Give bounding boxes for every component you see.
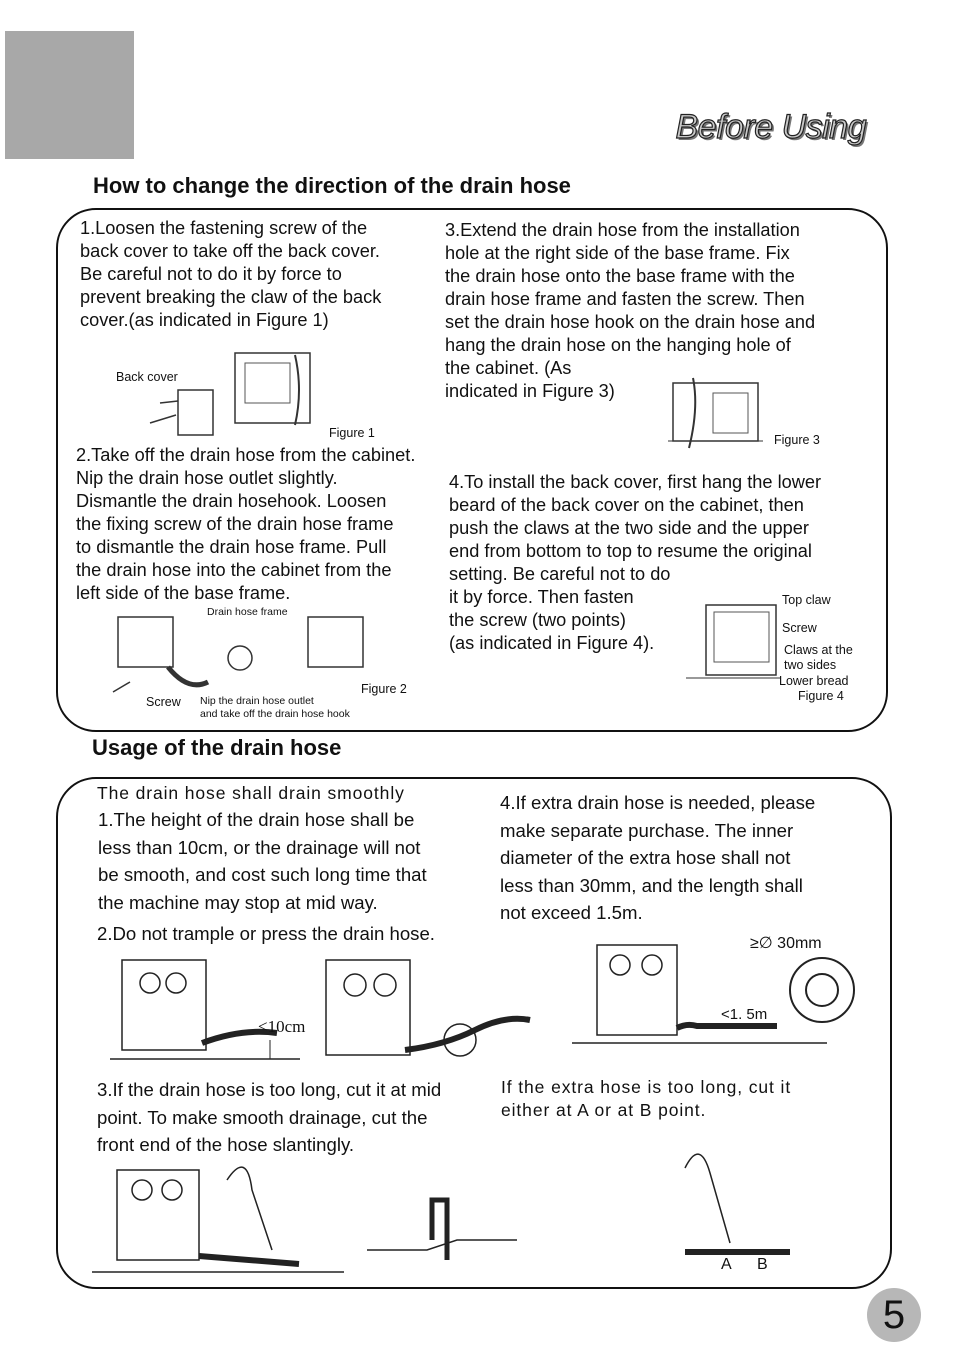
usage-item2: 2.Do not trample or press the drain hose. bbox=[97, 923, 435, 944]
page-number: 5 bbox=[867, 1288, 921, 1342]
fig3-caption: Figure 3 bbox=[774, 433, 820, 447]
cut-extra-hose-illustration bbox=[675, 1148, 795, 1263]
label-A: A bbox=[721, 1256, 732, 1273]
extra-hose-illustration bbox=[572, 940, 872, 1050]
step1-text: 1.Loosen the fastening screw of the back cover to take off the back cover. Be careful not to do it by force to prevent breaking the claw of the back cover.(as indicated in Figure 1) bbox=[80, 218, 382, 330]
height-and-trample-illustration bbox=[110, 955, 530, 1070]
cut-hose-illustration bbox=[92, 1150, 532, 1275]
step4-text: 4.To install the back cover, first hang the lower beard of the back cover on the cabinet, then push the claws at the two side and the upper end from bottom to top to resume the original setting. Be careful not to do it by force. Then fasten the screw (two points) (as indicated in Figure 4). bbox=[449, 472, 822, 653]
usage-extra-cut: If the extra hose is too long, cut it either at A or at B point. bbox=[501, 1077, 792, 1120]
fig1-back-cover-label: Back cover bbox=[116, 370, 178, 384]
figure3-illustration bbox=[668, 378, 768, 453]
fig4-top-claw-label: Top claw bbox=[782, 593, 831, 607]
fig1-caption: Figure 1 bbox=[329, 426, 375, 440]
usage-item4: 4.If extra drain hose is needed, please make separate purchase. The inner diameter of the extra hose shall not less than 30mm, and the length shall not exceed 1.5m. bbox=[500, 792, 816, 923]
figure2-illustration bbox=[108, 612, 378, 702]
fig4-screw-label: Screw bbox=[782, 621, 817, 635]
figure4-illustration bbox=[686, 600, 786, 690]
fig2-drain-hose-frame-label: Drain hose frame bbox=[207, 606, 288, 618]
section1-heading: How to change the direction of the drain hose bbox=[93, 173, 571, 198]
usage-intro: The drain hose shall drain smoothly bbox=[97, 783, 405, 803]
fig4-caption: Figure 4 bbox=[798, 689, 844, 703]
usage-item1: 1.The height of the drain hose shall be less than 10cm, or the drainage will not be smooth, and cost such long time that the machine may stop at mid way. bbox=[98, 809, 427, 913]
label-1-5m: <1. 5m bbox=[721, 1006, 768, 1023]
fig4-claws-label: Claws at the two sides bbox=[784, 643, 853, 672]
label-30mm: ≥∅ 30mm bbox=[750, 935, 822, 952]
fig2-nip-label: Nip the drain hose outlet and take off the drain hose hook bbox=[200, 695, 350, 720]
page-title: Before Using bbox=[675, 108, 866, 146]
usage-item3: 3.If the drain hose is too long, cut it at mid point. To make smooth drainage, cut the front end of the hose slantingly. bbox=[97, 1079, 442, 1155]
fig2-caption: Figure 2 bbox=[361, 682, 407, 696]
label-10cm: <10cm bbox=[258, 1017, 306, 1036]
fig2-screw-label: Screw bbox=[146, 695, 181, 709]
fig4-lower-bread-label: Lower bread bbox=[779, 674, 849, 688]
corner-block bbox=[5, 31, 134, 159]
label-B: B bbox=[757, 1256, 768, 1273]
section2-heading: Usage of the drain hose bbox=[92, 735, 342, 760]
step3-text: 3.Extend the drain hose from the installation hole at the right side of the base frame. Fix the drain hose onto the base frame with the drain hose frame and fasten the screw. Then set the drain hose hook on the drain hose and hang the drain hose on the hanging hole of the cabinet. (As indicated in Figure 3) bbox=[445, 220, 816, 401]
figure1-illustration bbox=[140, 345, 330, 435]
step2-text: 2.Take off the drain hose from the cabinet. Nip the drain hose outlet slightly. Dismantle the drain hosehook. Loosen the fixing screw of the drain hose frame to dismantle the drain hose frame. Pull the drain hose into the cabinet from the left side of the base frame. bbox=[76, 445, 416, 603]
